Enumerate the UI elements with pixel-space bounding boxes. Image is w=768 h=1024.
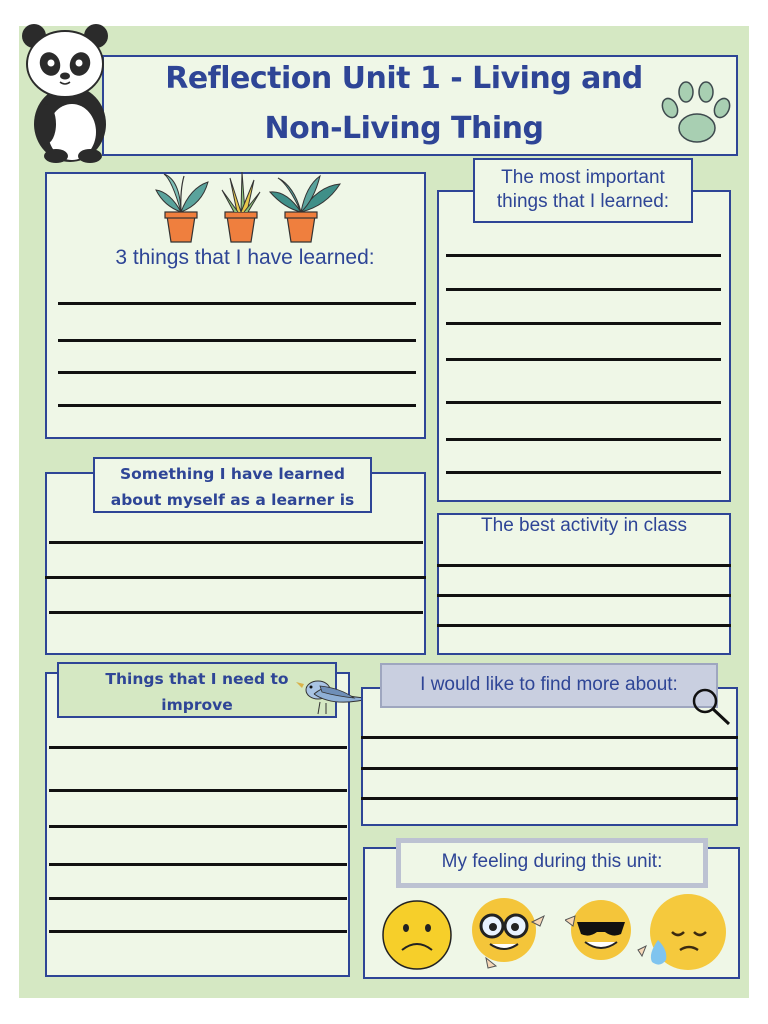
writing-line: [49, 897, 347, 900]
three-things-label: 3 things that I have learned:: [115, 246, 375, 269]
page-title-line2: Non-Living Thing: [264, 111, 544, 146]
need-to-improve-label-box: [57, 662, 337, 718]
writing-line: [49, 541, 423, 544]
writing-line: [49, 930, 347, 933]
writing-line: [58, 404, 416, 407]
best-activity-label: The best activity in class: [481, 515, 687, 536]
most-important-label-line1: The most important: [501, 167, 665, 188]
about-myself-label-line1: Something I have learned: [120, 465, 345, 483]
most-important-label-line2: things that I learned:: [496, 191, 670, 212]
writing-line: [437, 564, 731, 567]
page-title-line1: Reflection Unit 1 - Living and: [165, 61, 643, 96]
writing-line: [437, 594, 731, 597]
writing-line: [437, 624, 731, 627]
writing-line: [446, 322, 721, 325]
writing-line: [49, 825, 347, 828]
writing-line: [446, 254, 721, 257]
feeling-label-box: [396, 838, 708, 888]
panda-icon: [20, 24, 114, 164]
writing-line: [49, 611, 423, 614]
writing-line: [49, 789, 347, 792]
need-to-improve-label-line2: improve: [161, 696, 233, 714]
nerd-face-icon[interactable]: [466, 896, 546, 970]
writing-line: [446, 471, 721, 474]
sad-face-icon[interactable]: [380, 898, 454, 972]
writing-line: [49, 863, 347, 866]
writing-line: [446, 288, 721, 291]
find-more-label: I would like to find more about:: [420, 674, 678, 695]
about-myself-label-line2: about myself as a learner is: [110, 491, 355, 509]
potted-plant-icon: [150, 170, 342, 246]
cool-face-icon[interactable]: [565, 898, 637, 964]
need-to-improve-label-line1: Things that I need to: [105, 670, 289, 688]
writing-line: [49, 746, 347, 749]
writing-line: [58, 371, 416, 374]
most-important-label-box: [473, 158, 693, 223]
writing-line: [58, 339, 416, 342]
writing-line: [361, 797, 738, 800]
writing-line: [446, 401, 721, 404]
writing-line: [58, 302, 416, 305]
sleepy-face-icon[interactable]: [636, 892, 730, 974]
magnifier-icon: [690, 686, 732, 728]
title-box: [102, 55, 738, 156]
paw-print-icon: [660, 78, 732, 148]
writing-line: [446, 358, 721, 361]
find-more-label-box: [380, 663, 718, 708]
feeling-label: My feeling during this unit:: [441, 851, 663, 872]
most-important-panel: [437, 190, 731, 502]
writing-line: [361, 767, 738, 770]
writing-line: [446, 438, 721, 441]
writing-line: [361, 736, 738, 739]
writing-line: [45, 576, 426, 579]
about-myself-label-box: [93, 457, 372, 513]
